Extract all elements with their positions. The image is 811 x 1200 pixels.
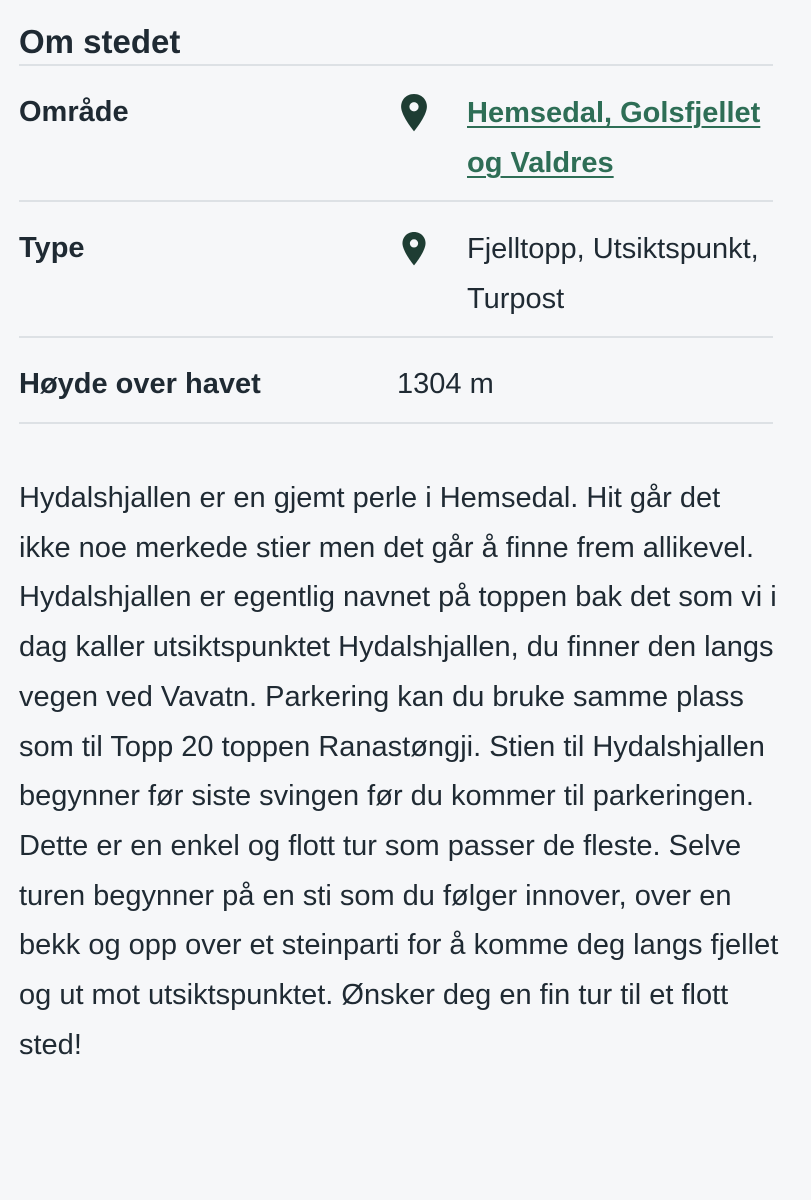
type-value-container: [397, 224, 767, 324]
map-pin-icon: [397, 94, 431, 132]
divider: [19, 422, 773, 424]
area-value-container: [397, 88, 777, 188]
type-value: Fjelltopp, Utsiktspunkt, Turpost: [467, 233, 759, 315]
area-label: Område: [19, 96, 129, 128]
elevation-label: Høyde over havet: [19, 368, 261, 400]
elevation-value: 1304 m: [397, 368, 494, 400]
type-label: Type: [19, 232, 85, 264]
area-link[interactable]: Hemsedal, Golsfjellet og Valdres: [467, 97, 761, 179]
facts-row-elevation: [19, 338, 773, 422]
facts-row-type: [19, 202, 773, 336]
section-title: Om stedet: [19, 23, 181, 60]
map-pin-icon: [399, 232, 429, 266]
description-text: Hydalshjallen er en gjemt perle i Hemsedal. Hit går det ikke noe merkede stier men det går å finne frem allikevel. Hydalshjallen er egentlig navnet på toppen bak det som vi i dag kaller utsiktspunktet Hydalshjallen, du finner den langs vegen ved Vavatn. Parkering kan du bruke samme plass som til Topp 20 toppen Ranastøngji. Stien til Hydalshjallen begynner før siste svingen før du kommer til parkeringen. Dette er en enkel og flott tur som passer de fleste. Selve turen begynner på en sti som du følger innover, over en bekk og opp over et steinparti for å komme deg langs fjellet og ut mot utsiktspunktet. Ønsker deg en fin tur til et flott sted!: [19, 482, 779, 1061]
facts-row-area: [19, 66, 773, 200]
